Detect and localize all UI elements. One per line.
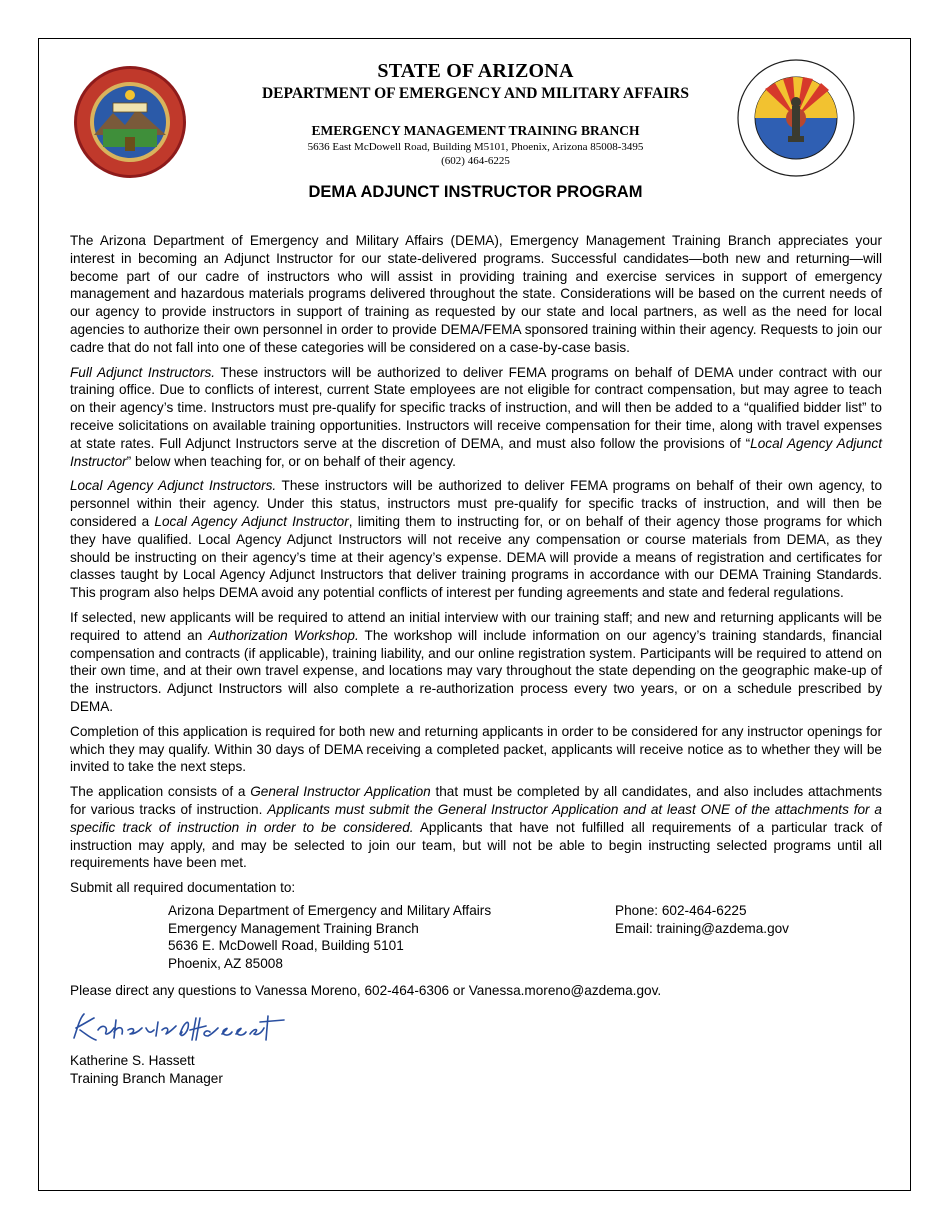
selection-paragraph bbox=[70, 609, 882, 716]
questions-line: Please direct any questions to Vanessa Moreno, 602-464-6306 or Vanessa.moreno@azdema.gov. bbox=[70, 982, 662, 998]
letterhead bbox=[39, 39, 912, 214]
intro-text: The Arizona Department of Emergency and Military Affairs (DEMA), Emergency Management Training Branch appreciates your interest in becoming an Adjunct Instructor for our state-delivered programs. Successful candidates—both new and returning—will become part of our cadre of instructors who will assist in providing training and exercise services in support of emergency management and hazardous materials programs delivered throughout the state. Considerations will be based on the current needs of our agency to provide instructors in support of training as requested by our state and local partners, as well as the need for local agencies to authorize their own personnel in order to provide DEMA/FEMA sponsored training within their agency. Requests to join our cadre that do not fall into one of these categories will be considered on a case-by-case basis. bbox=[70, 233, 882, 355]
selection-italic: Authorization Workshop. bbox=[208, 627, 359, 643]
contact-phone: Phone: 602-464-6225 bbox=[615, 902, 747, 918]
full-adjunct-text-1: These instructors will be authorized to deliver FEMA programs on behalf of DEMA under contract with our training office. Due to conflicts of interest, current State employees are not eligible for contract compensation, but may agree to teach on their agency’s time. Instructors must pre-qualify for specific tracks of instruction, and will then be added to a “qualified bidder list” to receive solicitations on available training opportunities. Instructors will receive compensation for their time, along with travel expenses at state rates. Full Adjunct Instructors serve at the discretion of DEMA, and must also follow the provisions of “ bbox=[70, 364, 882, 451]
letter-body bbox=[70, 232, 882, 1088]
application-text-2: that must be completed by all candidates, and also includes attachments for various tracks of instruction. bbox=[70, 784, 882, 817]
full-adjunct-text-2: ” below when teaching for, or on behalf of their agency. bbox=[126, 453, 456, 469]
signer-name: Katherine S. Hassett bbox=[70, 1053, 195, 1069]
program-title: DEMA ADJUNCT INSTRUCTOR PROGRAM bbox=[308, 183, 643, 201]
branch-address: 5636 East McDowell Road, Building M5101, Phoenix, Arizona 85008-3495 bbox=[307, 141, 644, 153]
address-line: 5636 E. McDowell Road, Building 5101 bbox=[168, 938, 404, 954]
local-adjunct-heading: Local Agency Adjunct Instructors. bbox=[70, 478, 277, 494]
completion-paragraph bbox=[70, 723, 882, 776]
address-line: Arizona Department of Emergency and Military Affairs bbox=[168, 902, 492, 918]
signer-title: Training Branch Manager bbox=[70, 1071, 223, 1087]
contact-email: Email: training@azdema.gov bbox=[615, 920, 789, 936]
application-text-1: The application consists of a bbox=[70, 784, 251, 800]
department-name: DEPARTMENT OF EMERGENCY AND MILITARY AFFAIRS bbox=[261, 85, 690, 102]
local-adjunct-italic: Local Agency Adjunct Instructor bbox=[154, 513, 349, 529]
branch-name: EMERGENCY MANAGEMENT TRAINING BRANCH bbox=[311, 123, 640, 138]
local-adjunct-paragraph bbox=[70, 477, 882, 602]
selection-text-1: If selected, new applicants will be required to attend an initial interview with our training staff; and new and returning applicants will be required to attend an bbox=[70, 609, 882, 643]
local-adjunct-text-1: These instructors will be authorized to deliver FEMA programs on behalf of their own agency, to personnel within their agency. Under this status, instructors must pre-qualify for specific tracks of instruction, and will then be considered a bbox=[70, 478, 883, 529]
local-adjunct-text-2: , limiting them to instructing for, or on behalf of their agency those programs for which they have qualified. Local Agency Adjunct Instructors will not receive any compensation or course materials from DEMA, as they should be instructing on their agency’s time at their agency’s expense. DEMA will provide a means of registration and certificates for classes taught by Local Agency Adjunct Instructors that deliver training programs in accordance with our DEMA Training Standards. This program also helps DEMA avoid any potential conflicts of interest per funding agreements and state and federal regulations. bbox=[70, 513, 883, 601]
contact-info bbox=[615, 902, 789, 938]
selection-text-2: The workshop will include information on our agency’s training standards, financial compensation and contracts (if applicable), training liability, and our online registration system. Participants will be required to attend on their own time, and at their own travel expense, and locations may vary throughout the state depending on the geographic make-up of the instructors. Adjunct Instructors will also complete a re-authorization process every two years, or on a schedule prescribed by DEMA. bbox=[70, 627, 883, 714]
address-line: Phoenix, AZ 85008 bbox=[168, 956, 283, 972]
submission-address-block bbox=[70, 902, 882, 976]
application-paragraph bbox=[70, 783, 882, 872]
mailing-address bbox=[168, 902, 491, 973]
submit-label: Submit all required documentation to: bbox=[70, 880, 296, 896]
application-italic-2: Applicants must submit the General Instructor Application and at least ONE of the attachments for a specific track of instruction in order to be considered. bbox=[70, 801, 882, 835]
full-adjunct-heading: Full Adjunct Instructors. bbox=[70, 364, 216, 380]
application-italic-1: General Instructor Application bbox=[250, 784, 431, 800]
dema-seal-logo bbox=[737, 59, 855, 177]
branch-phone: (602) 464-6225 bbox=[441, 155, 510, 167]
application-text-3: Applicants that have not fulfilled all requirements of a particular track of instruction may apply, and may be selected to join our team, but will not be able to begin instructing selected programs until all requirements have been met. bbox=[70, 819, 882, 871]
full-adjunct-paragraph bbox=[70, 364, 882, 471]
address-line: Emergency Management Training Branch bbox=[168, 920, 419, 936]
state-name: STATE OF ARIZONA bbox=[377, 60, 574, 82]
completion-text: Completion of this application is required for both new and returning applicants in order to be considered for any instructor openings for which they may qualify. Within 30 days of DEMA receiving a completed packet, applicants will receive notice as to whether they will be invited to take the next steps. bbox=[70, 723, 882, 775]
handwritten-signature bbox=[70, 1008, 300, 1048]
intro-paragraph bbox=[70, 232, 882, 357]
full-adjunct-italic: Local Agency Adjunct Instructor bbox=[70, 435, 882, 469]
document-frame bbox=[38, 38, 911, 1191]
